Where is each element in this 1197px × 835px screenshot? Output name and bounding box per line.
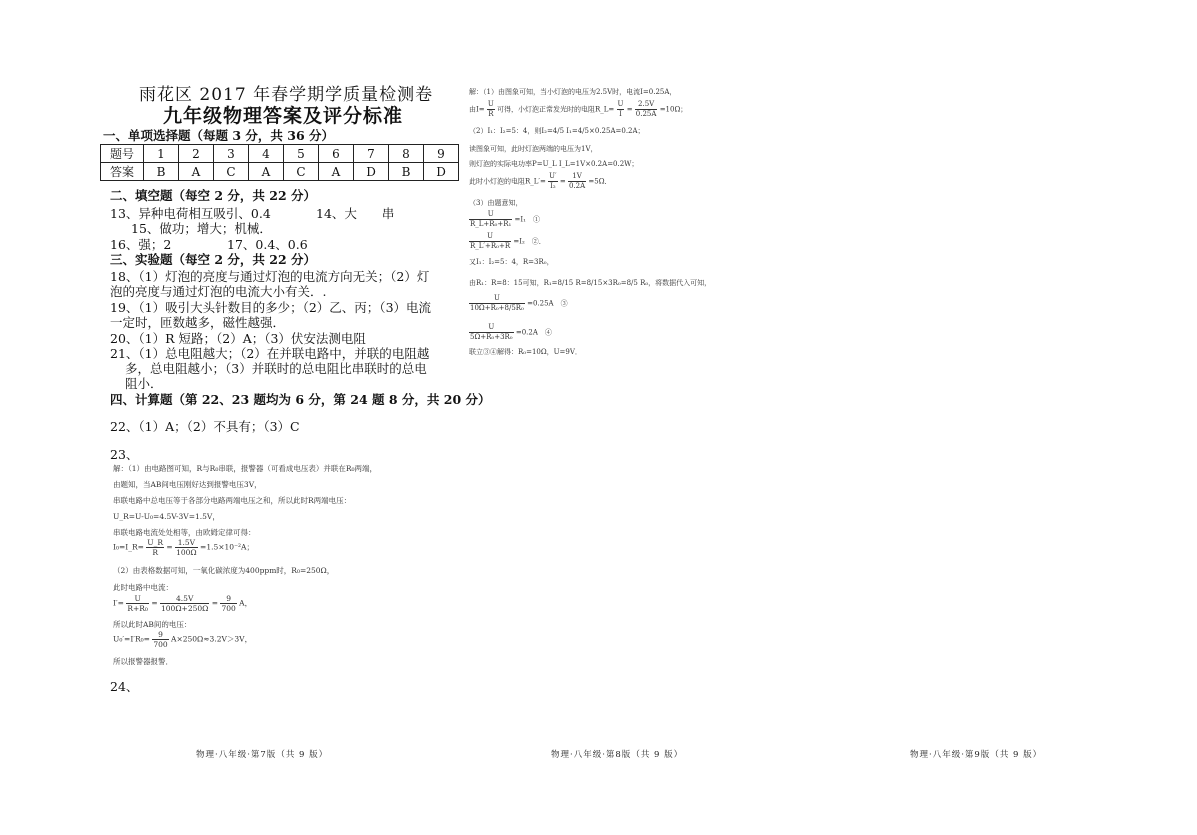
table-row-label: 答案 [101,163,144,181]
solution-line: 所以报警器报警． [113,657,173,666]
solution-line: 所以此时AB间的电压： [113,620,192,629]
solution-line: 读图象可知，此时灯泡两端的电压为1V， [469,145,598,153]
section3-heading: 三、实验题（每空 2 分，共 22 分） [110,252,317,267]
table-cell: A [249,163,284,181]
solution-line: 串联电路中总电压等于各部分电路两端电压之和，所以此时R两端电压： [113,496,352,505]
solution-line: 由题知，当AB间电压刚好达到报警电压3V， [113,480,262,489]
table-cell: A [179,163,214,181]
answer-line: 14、大 串 [316,206,395,221]
answer-line: 阻小． [125,376,163,391]
answer-line: 15、做功；增大；机械． [131,221,272,236]
section4-heading: 四、计算题（第 22、23 题均为 6 分，第 24 题 8 分，共 20 分） [110,392,491,407]
table-cell: 2 [179,145,214,163]
table-cell: B [389,163,424,181]
fraction: $\frac{U'}{\text{I₂}}$ [549,172,557,190]
solution-line: 解：（1）由电路图可知，R与R₀串联，报警器（可看成电压表）并联在R₀两端， [113,464,377,473]
solution-formula: U₀′=I′R₀= $\frac{9}{700}$ A×250Ω≈3.2V＞3V， [113,630,253,649]
answer-line: 18、（1）灯泡的亮度与通过灯泡的电流方向无关；（2）灯 [110,269,430,284]
table-cell: B [144,163,179,181]
answer-line: 13、异种电荷相互吸引、0.4 [110,206,271,221]
solution-formula: 此时小灯泡的电阻R_L′= $\frac{U'}{\text{I₂}}$ = $\frac{1V}{0.2A}$ =5Ω． [469,172,612,190]
solution-formula: I₀=I_R= $\frac{U\_R}{R}$ = $\frac{1.5V}{100\Omega}$ =1.5×10⁻²A； [113,538,254,557]
solution-line: 则灯泡的实际电功率P=U_L I_L=1V×0.2A=0.2W； [469,160,639,168]
table-row [101,163,459,181]
table-cell: 3 [214,145,249,163]
table-cell: 9 [424,145,459,163]
fraction: $\frac{9}{700}$ [153,630,168,649]
answer-line: 泡的亮度与通过灯泡的电流大小有关．. [110,284,327,299]
answer-line: 19、（1）吸引大头针数目的多少；（2）乙、丙；（3）电流 [110,300,432,315]
solution-line: （3）由题意知， [469,199,523,207]
solution-formula: $\frac{U}{\text{R\_L+R₀+R₁}}$ =I₁ ① [470,210,540,228]
table-cell: C [284,163,319,181]
solution-line: 解：（1）由图象可知，当小灯泡的电压为2.5V时，电流I=0.25A， [469,88,677,96]
solution-formula: 由I= $\frac{U}{R}$ 可得，小灯泡正常发光时的电阻R_L= $\frac{U}{I}$ = $\frac{2.5V}{0.25A}$ =10Ω； [469,100,688,118]
fraction: $\frac{U}{\text{R\_L′+R₀+R}}$ [470,232,511,250]
fraction: $\frac{4.5V}{100\Omega+250\Omega}$ [161,594,209,613]
answer-line: 17、0.4、0.6 [227,237,308,252]
page-footer-9: 物理·八年级·第9版（共 9 版） [910,750,1043,760]
solution-line: （2）由表格数据可知，一氧化碳浓度为400ppm时，R₀=250Ω， [113,566,335,575]
fraction: $\frac{U\_R}{R}$ [147,538,164,557]
fraction: $\frac{U}{\text{5Ω+R₀+3R₀}}$ [470,323,513,341]
page-subtitle: 九年级物理答案及评分标准 [163,105,404,127]
page-title: 雨花区 2017 年春学期学质量检测卷 [139,85,434,105]
fraction: $\frac{2.5V}{0.25A}$ [635,100,657,118]
answer-line: 21、（1）总电阻越大；（2）在并联电路中，并联的电阻越 [110,346,430,361]
solution-line: U_R=U-U₀=4.5V-3V=1.5V， [113,512,220,521]
answer-line: 一定时，匝数越多，磁性越强． [110,315,286,330]
fraction: $\frac{9}{700}$ [221,594,236,613]
table-cell: C [214,163,249,181]
answer-line: 22、（1）A；（2）不具有；（3）C [110,419,300,434]
table-cell: D [424,163,459,181]
fraction: $\frac{U}{\text{10Ω+R₀+8/5R₀}}$ [470,294,524,312]
solution-formula: $\frac{U}{\text{10Ω+R₀+8/5R₀}}$ =0.25A ③ [470,294,568,312]
table-cell: 7 [354,145,389,163]
fraction: $\frac{U}{R}$ [487,100,494,118]
solution-formula: $\frac{U}{\text{5Ω+R₀+3R₀}}$ =0.2A ④ [470,323,552,341]
answer-line: 多，总电阻越小；（3）并联时的总电阻比串联时的总电 [125,361,427,376]
question-number: 23、 [110,447,139,462]
table-cell: D [354,163,389,181]
fraction: $\frac{1.5V}{100\Omega}$ [176,538,197,557]
table-cell: 8 [389,145,424,163]
solution-line: 此时电路中电流： [113,583,173,592]
table-cell: 1 [144,145,179,163]
question-number: 24、 [110,679,139,694]
solution-line: （2）I₁：I₂=5：4，则I₂=4/5 I₁=4/5×0.25A=0.2A； [469,127,645,135]
answer-line: 20、（1）R 短路；（2）A；（3）伏安法测电阻 [110,331,366,346]
solution-formula: I′= $\frac{U}{\text{R+R₀}}$ = $\frac{4.5V}{100\Omega+250\Omega}$ = $\frac{9}{700}$ A， [113,594,253,613]
answer-line: 16、强；2 [110,237,172,252]
table-row-label: 题号 [101,145,144,163]
fraction: $\frac{U}{\text{R\_L+R₀+R₁}}$ [470,210,512,228]
section2-heading: 二、填空题（每空 2 分，共 22 分） [110,188,317,203]
solution-formula: $\frac{U}{\text{R\_L′+R₀+R}}$ =I₂ ②． [470,232,546,250]
solution-line: 又I₁：I₂=5：4，R=3R₀， [469,258,554,266]
page-footer-8: 物理·八年级·第8版（共 9 版） [551,750,684,760]
section1-heading: 一、单项选择题（每题 3 分，共 36 分） [103,128,335,143]
table-cell: 5 [284,145,319,163]
solution-line: 由R₁：R=8：15可知，R₁=8/15 R=8/15×3R₀=8/5 R₀，将数据代入可知， [469,279,712,287]
fraction: $\frac{U}{\text{R+R₀}}$ [127,594,148,613]
table-cell: 4 [249,145,284,163]
fraction: $\frac{1V}{0.2A}$ [568,172,586,190]
answer-table [100,144,459,181]
fraction: $\frac{U}{I}$ [617,100,624,118]
table-cell: 6 [319,145,354,163]
table-cell: A [319,163,354,181]
table-row [101,145,459,163]
solution-line: 串联电路电流处处相等，由欧姆定律可得： [113,528,256,537]
solution-line: 联立③④解得：R₀=10Ω，U=9V． [469,348,582,356]
page-footer-7: 物理·八年级·第7版（共 9 版） [196,750,329,760]
